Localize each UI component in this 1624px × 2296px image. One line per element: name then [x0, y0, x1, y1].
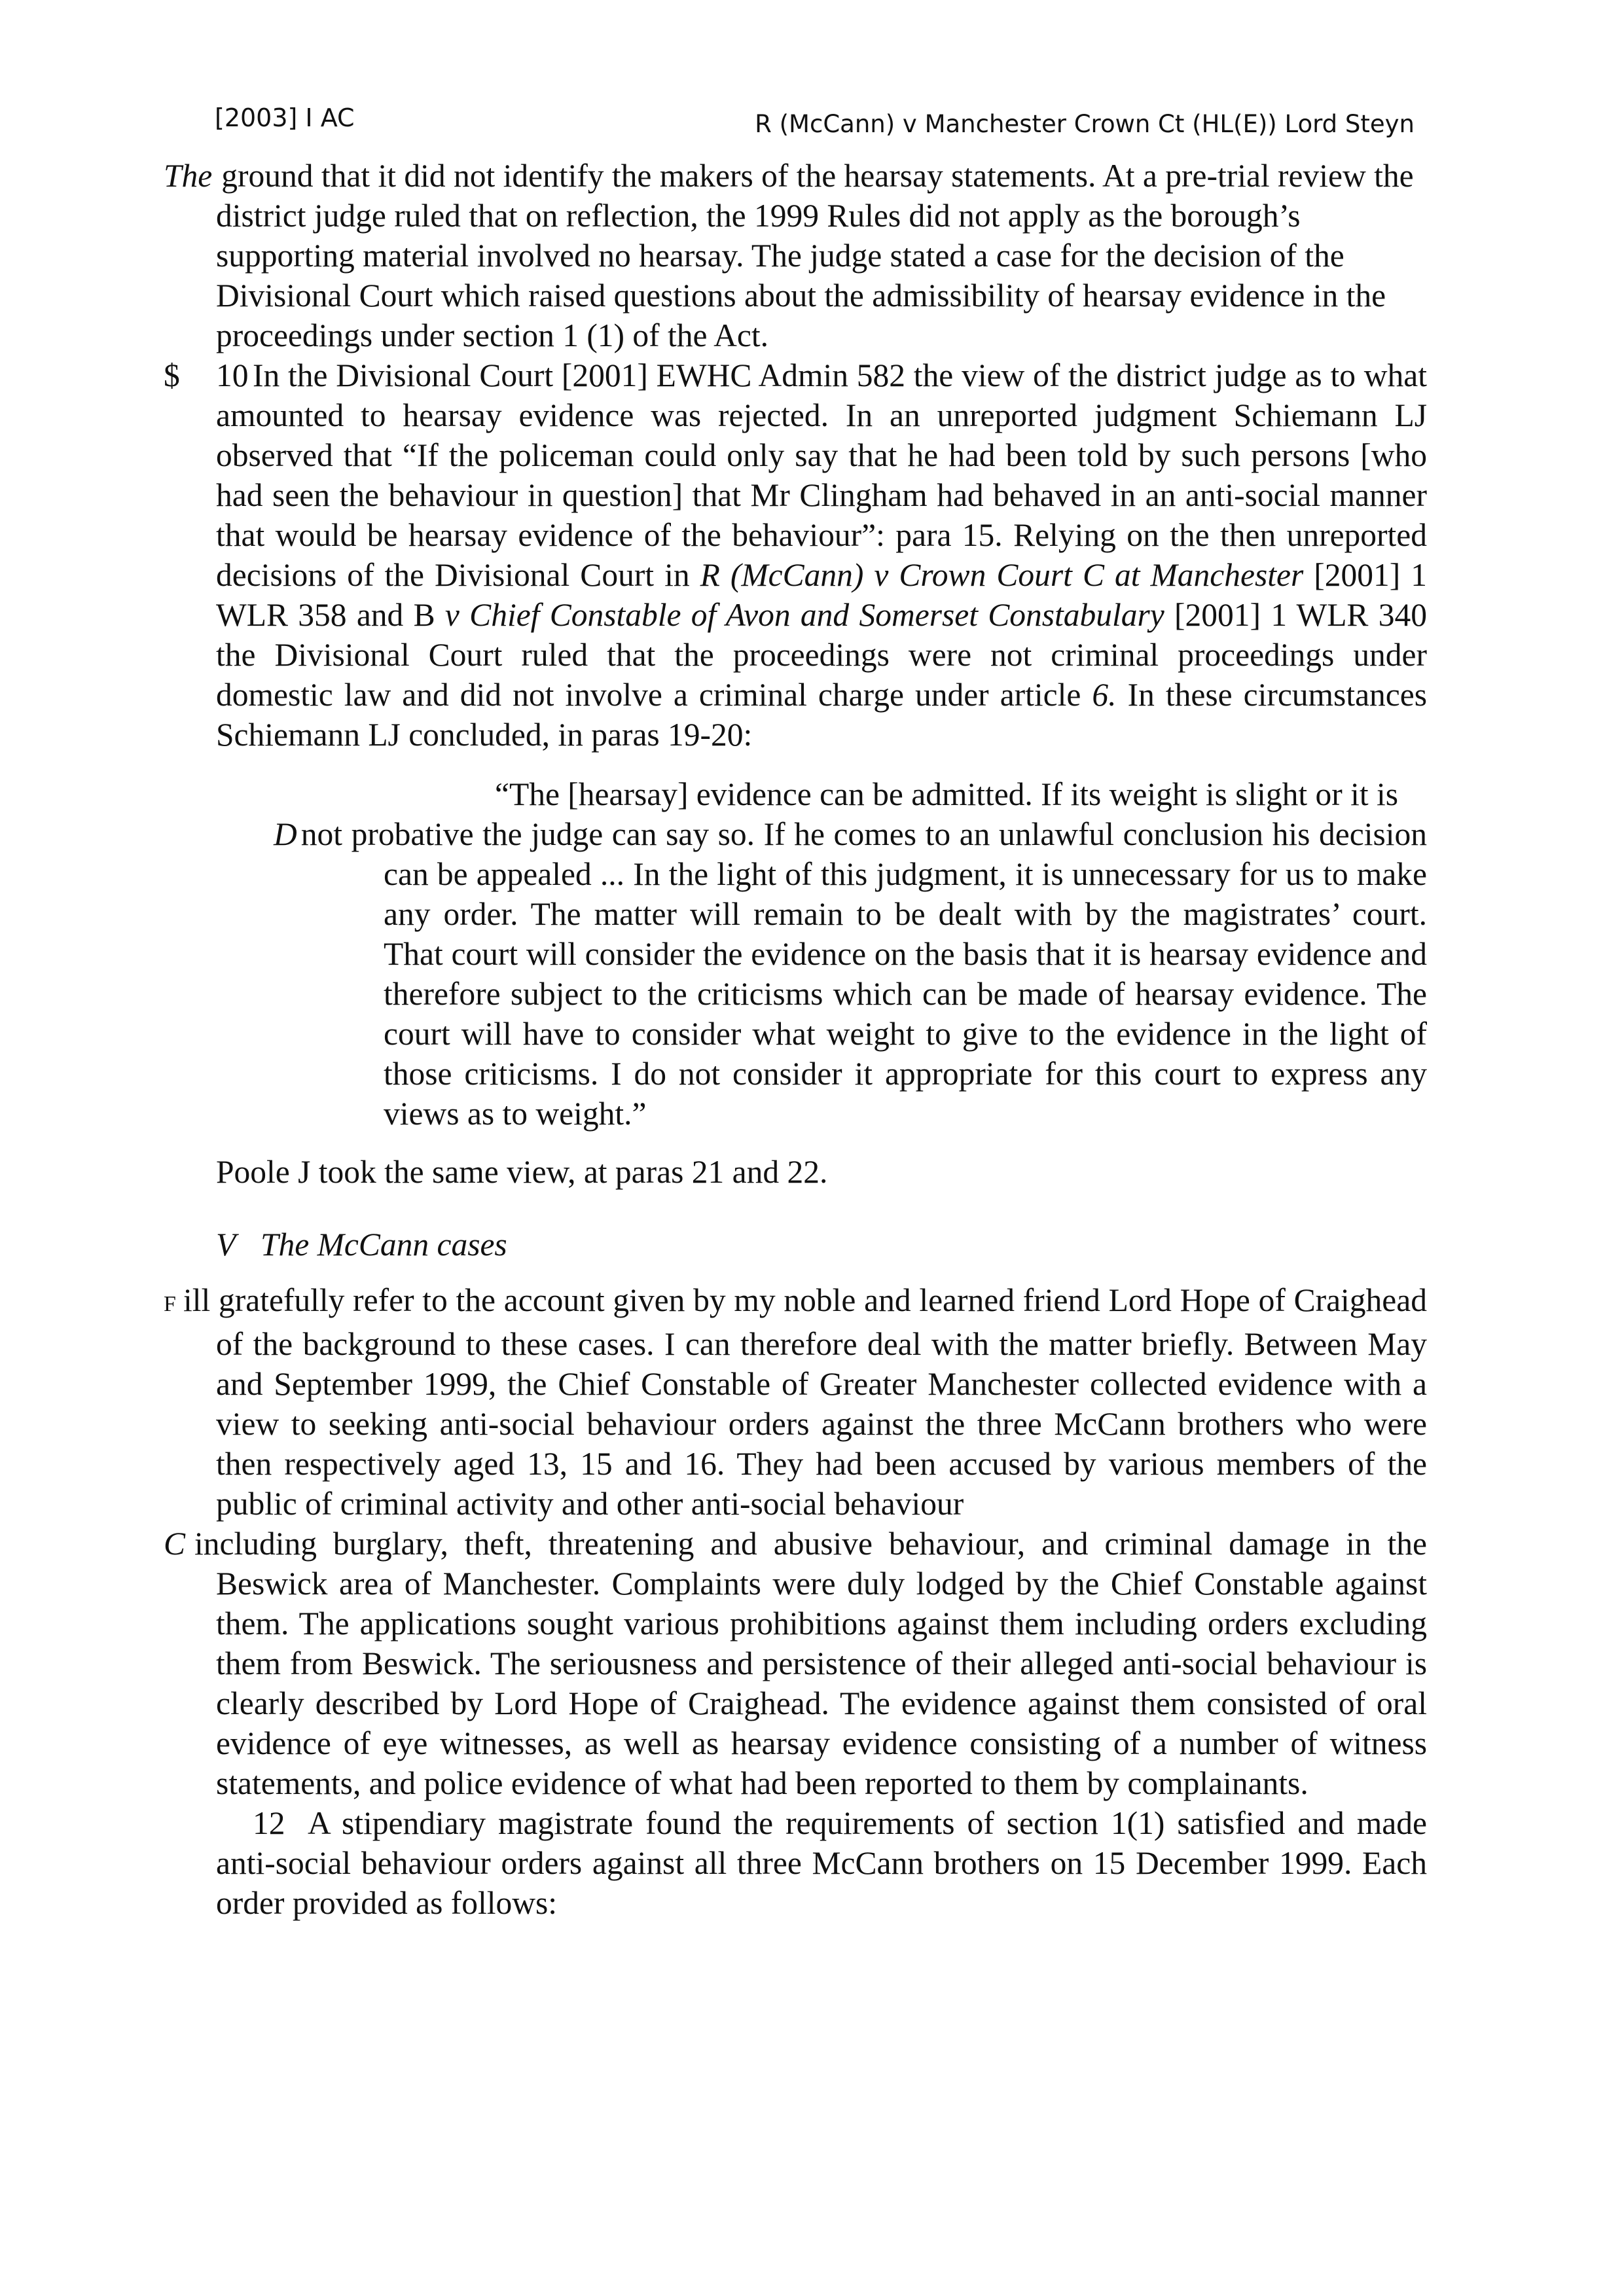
article-number: 6.: [1092, 677, 1117, 713]
paragraph-12: [164, 1803, 1427, 1923]
paragraph-poole: Poole J took the same view, at paras 21 and 22.: [216, 1154, 828, 1190]
section-title: The McCann cases: [261, 1227, 507, 1263]
running-head-case-title: R (McCann) v Manchester Crown Ct (HL(E)) Lord Steyn: [755, 110, 1415, 138]
section-heading: [164, 1225, 1427, 1265]
margin-letter-f: F: [164, 1292, 176, 1316]
section-number: V: [216, 1227, 236, 1263]
paragraph-12-text: A stipendiary magistrate found the requirements of section 1(1) satisfied and made anti-social behaviour orders against all three McCann brothers on 15 December 1999. Each order provided as follows:: [216, 1805, 1427, 1921]
paragraph-9-text: ground that it did not identify the makers of the hearsay statements. At a pre-trial review the district judge ruled that on reflection, the 1999 Rules did not apply as the borough’s supporting material involved no hearsay. The judge stated a case for the decision of the Divisional Court which raised questions about the admissibility of hearsay evidence in the proceedings under section 1 (1) of the Act.: [216, 158, 1414, 353]
paragraph-11: [164, 1280, 1427, 1524]
quote-body: [274, 814, 1427, 1134]
running-head-citation: [2003] I AC: [215, 103, 355, 132]
quote-body-text: not probative the judge can say so. If he comes to an unlawful conclusion his decision can be appealed ... In the light of this judgment, it is unnecessary for us to make any order. The matter will remain to be dealt with by the magistrates’ court. That court will consider the evidence on the basis that it is hearsay evidence and therefore subject to the criticisms which can be made of hearsay evidence. The court will have to consider what weight to give to the evidence in the light of those criticisms. I do not consider it appropriate for this court to express any views as to weight.”: [300, 816, 1427, 1132]
case-name-at-manchester: at Manchester: [1115, 557, 1304, 593]
paragraph-12-number: 12: [253, 1805, 285, 1841]
case-name-r-mccann: R (McCann) v Crown Court: [700, 557, 1072, 593]
case-name-chief-constable: v Chief Constable of Avon and Somerset Constabulary: [444, 597, 1164, 633]
paragraph-10-text-3: [2001] 1 WLR 340 the Divisional Court ruled that the proceedings were not criminal proceedings under domestic law and did not involve a criminal charge under article: [216, 597, 1427, 713]
paragraph-9-continuation: [164, 156, 1427, 355]
paragraph-10-text-4: In these circumstances Schiemann LJ concluded, in paras 19-20:: [216, 677, 1427, 753]
block-quote: [164, 774, 1427, 1134]
quote-first-line: “The [hearsay] evidence can be admitted. If its weight is slight or it is: [495, 776, 1399, 812]
paragraph-10-number: 10: [216, 357, 249, 393]
margin-letter-d: D: [274, 816, 297, 852]
margin-letter-a: The: [164, 158, 213, 194]
paragraph-11-text-2: including burglary, theft, threatening and abusive behaviour, and criminal damage in the Beswick area of Manchester. Complaints were duly lodged by the Chief Constable against them. The applications sought various prohibitions against them including orders excluding them from Beswick. The seriousness and persistence of their alleged anti-social behaviour is clearly described by Lord Hope of Craighead. The evidence against them consisted of oral evidence of eye witnesses, as well as hearsay evidence consisting of a number of witness statements, and police evidence of what had been reported to them by complainants.: [194, 1526, 1427, 1801]
running-head: [215, 92, 1415, 144]
margin-letter-c: C: [1082, 557, 1104, 593]
body-text: [164, 156, 1427, 1923]
paragraph-10: [164, 355, 1427, 755]
margin-letter-b: $: [164, 357, 180, 393]
paragraph-11-continued: [164, 1524, 1427, 1803]
margin-letter-c-second: C: [164, 1526, 186, 1562]
paragraph-11-text-1: ill gratefully refer to the account given by my noble and learned friend Lord Hope of Craighead of the background to these cases. I can therefore deal with the matter briefly. Between May and September 1999, the Chief Constable of Greater Manchester collected evidence with a view to seeking anti-social behaviour orders against the three McCann brothers who were then respectively aged 13, 15 and 16. They had been accused by various members of the public of criminal activity and other anti-social behaviour: [183, 1282, 1427, 1522]
paragraph-10-text-1: In the Divisional Court [2001] EWHC Admin 582 the view of the district judge as to what amounted to hearsay evidence was rejected. In an unreported judgment Schiemann LJ observed that “If the policeman could only say that he had been told by such persons [who had seen the behaviour in question] that Mr Clingham had behaved in an anti-social manner that would be hearsay evidence of the behaviour”: para 15. Relying on the then unreported decisions of the Divisional Court in: [216, 357, 1427, 593]
paragraph-10-text-2: [2001] 1 WLR 358 and B: [216, 557, 1428, 633]
